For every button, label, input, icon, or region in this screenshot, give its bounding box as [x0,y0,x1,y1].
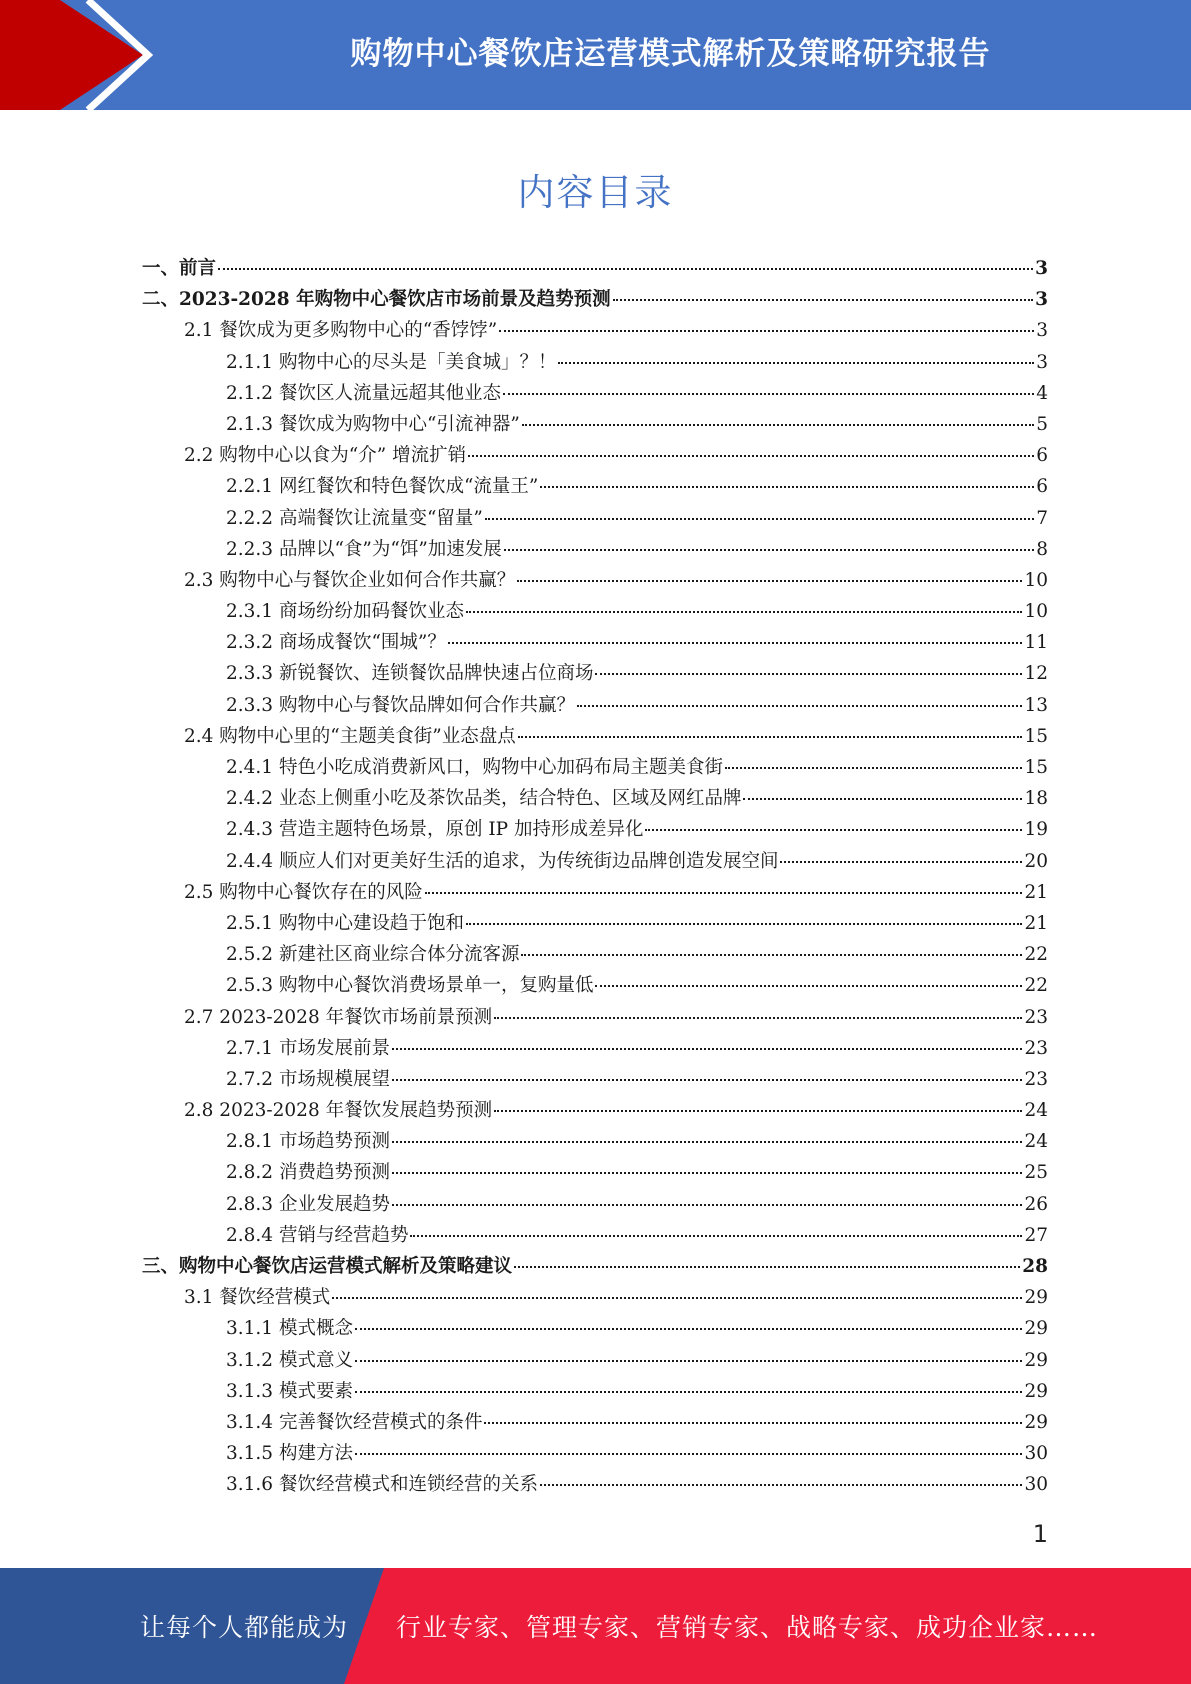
toc-entry-title: 2.8.4 营销与经营趋势 [226,1224,409,1246]
toc-entry-page: 21 [1024,912,1048,934]
toc-entry[interactable] [142,1003,1048,1034]
toc-entry-page: 5 [1036,413,1048,435]
toc-leader-dots [595,673,1022,675]
toc-entry-page: 21 [1024,881,1048,903]
toc-entry-title: 一、前言 [142,258,217,279]
toc-entry[interactable] [142,1283,1048,1314]
toc-entry-page: 8 [1036,538,1048,560]
toc-entry-page: 12 [1024,663,1048,685]
toc-entry-title: 2.8.2 消费趋势预测 [226,1162,390,1184]
toc-leader-dots [332,1297,1022,1299]
toc-entry[interactable] [142,254,1048,285]
toc-entry-page: 29 [1024,1411,1048,1433]
toc-entry[interactable] [142,1127,1048,1158]
toc-entry-page: 3 [1035,258,1048,279]
toc-entry[interactable] [142,1439,1048,1470]
toc-entry-page: 26 [1024,1193,1048,1215]
toc-entry[interactable] [142,1408,1048,1439]
toc-entry-title: 2.3.3 新锐餐饮、连锁餐饮品牌快速占位商场 [226,663,594,685]
toc-entry-title: 2.4.2 业态上侧重小吃及茶饮品类，结合特色、区域及网红品牌 [226,788,742,810]
toc-entry-page: 6 [1036,445,1048,467]
toc-entry-title: 2.4.3 营造主题特色场景，原创 IP 加持形成差异化 [226,819,644,841]
toc-entry[interactable] [142,410,1048,441]
toc-entry-page: 29 [1024,1349,1048,1371]
toc-entry-title: 2.7.1 市场发展前景 [226,1037,390,1059]
toc-entry-page: 23 [1024,1037,1048,1059]
toc-entry-page: 4 [1036,382,1048,404]
toc-leader-dots [425,892,1023,894]
toc-leader-dots [558,362,1034,364]
toc-entry-page: 25 [1024,1162,1048,1184]
toc-leader-dots [522,424,1034,426]
toc-leader-dots [355,1360,1023,1362]
toc-entry-page: 3 [1036,351,1048,373]
toc-entry[interactable] [142,1221,1048,1252]
toc-entry-page: 15 [1024,757,1048,778]
toc-entry-page: 18 [1024,788,1048,810]
toc-leader-dots [503,393,1034,395]
toc-entry-title: 2.4.1 特色小吃成消费新风口，购物中心加码布局主题美食街 [226,757,723,778]
toc-entry-title: 3.1 餐饮经营模式 [184,1287,331,1309]
toc-entry-title: 2.3 购物中心与餐饮企业如何合作共赢？ [184,569,516,591]
toc-entry-title: 2.8 2023-2028 年餐饮发展趋势预测 [184,1100,493,1122]
toc-entry-page: 28 [1022,1256,1048,1277]
toc-leader-dots [466,611,1022,613]
toc-entry-page: 24 [1024,1100,1048,1122]
toc-entry-page: 29 [1024,1380,1048,1402]
toc-entry[interactable] [142,285,1048,316]
toc-entry[interactable] [142,1034,1048,1065]
toc-entry-title: 2.8.3 企业发展趋势 [226,1193,390,1215]
toc-leader-dots [514,1266,1020,1268]
toc-leader-dots [468,455,1034,457]
toc-entry[interactable] [142,441,1048,472]
toc-entry[interactable] [142,909,1048,940]
toc-leader-dots [494,1017,1022,1019]
toc-entry-title: 3.1.6 餐饮经营模式和连锁经营的关系 [226,1474,538,1496]
toc-entry-title: 3.1.2 模式意义 [226,1349,353,1371]
toc-entry[interactable] [142,878,1048,909]
toc-entry[interactable] [142,1346,1048,1377]
toc-entry-title: 2.5.3 购物中心餐饮消费场景单一，复购量低 [226,975,594,997]
toc-entry-page: 10 [1024,569,1048,591]
toc-entry[interactable] [142,940,1048,971]
toc-leader-dots [466,923,1022,925]
toc-entry[interactable] [142,722,1048,753]
toc-entry[interactable] [142,753,1048,784]
toc-entry-title: 2.7 2023-2028 年餐饮市场前景预测 [184,1006,493,1028]
toc-entry-page: 19 [1024,819,1048,841]
toc-entry-title: 2.4 购物中心里的“主题美食街”业态盘点 [184,725,516,747]
toc-leader-dots [517,580,1022,582]
toc-entry-title: 二、2023-2028 年购物中心餐饮店市场前景及趋势预测 [142,289,611,311]
toc-entry-title: 3.1.5 构建方法 [226,1443,353,1465]
header-red-arrow [0,0,143,110]
toc-leader-dots [392,1204,1022,1206]
toc-leader-dots [484,1422,1022,1424]
toc-entry-title: 2.1 餐饮成为更多购物中心的“香饽饽” [184,320,498,342]
toc-entry[interactable] [142,1158,1048,1189]
toc-entry-title: 2.1.2 餐饮区人流量远超其他业态 [226,382,501,404]
toc-entry-title: 2.4.4 顺应人们对更美好生活的追求，为传统街边品牌创造发展空间 [226,850,779,872]
toc-leader-dots [218,268,1033,270]
toc-entry-page: 27 [1024,1224,1048,1246]
toc-entry-page: 20 [1024,850,1048,872]
toc-entry-title: 3.1.1 模式概念 [226,1318,353,1340]
toc-entry[interactable] [142,535,1048,566]
toc-entry[interactable] [142,628,1048,659]
toc-entry[interactable] [142,566,1048,597]
table-of-contents [142,254,1048,1502]
toc-entry[interactable] [142,472,1048,503]
toc-leader-dots [743,798,1022,800]
toc-leader-dots [410,1235,1022,1237]
toc-leader-dots [392,1172,1022,1174]
toc-entry[interactable] [142,659,1048,690]
toc-entry-title: 三、购物中心餐饮店运营模式解析及策略建议 [142,1256,513,1277]
toc-leader-dots [392,1141,1022,1143]
toc-entry-page: 22 [1024,975,1048,997]
toc-entry-page: 7 [1036,507,1048,529]
toc-entry-title: 2.2.2 高端餐饮让流量变“留量” [226,507,483,529]
toc-entry-title: 2.2.3 品牌以“食”为“饵”加速发展 [226,538,502,560]
toc-leader-dots [613,299,1034,301]
page-number: 1 [1032,1520,1048,1548]
toc-entry-page: 24 [1024,1131,1048,1153]
toc-leader-dots [540,1484,1022,1486]
toc-entry-page: 15 [1024,725,1048,747]
toc-entry-page: 30 [1024,1443,1048,1465]
toc-entry-title: 2.8.1 市场趋势预测 [226,1131,390,1153]
toc-entry-page: 29 [1024,1318,1048,1340]
toc-entry[interactable] [142,1314,1048,1345]
toc-entry-title: 2.2.1 网红餐饮和特色餐饮成“流量王” [226,476,539,498]
footer-slogan-left: 让每个人都能成为 [140,1613,349,1642]
toc-entry[interactable] [142,691,1048,722]
toc-entry-page: 10 [1024,601,1048,623]
toc-leader-dots [448,642,1023,644]
toc-entry[interactable] [142,597,1048,628]
page-footer [0,1568,1191,1684]
toc-entry[interactable] [142,847,1048,878]
toc-entry[interactable] [142,1190,1048,1221]
toc-entry[interactable] [142,316,1048,347]
toc-entry-title: 2.3.1 商场纷纷加码餐饮业态 [226,601,464,623]
toc-entry-title: 2.7.2 市场规模展望 [226,1068,390,1090]
toc-entry[interactable] [142,1252,1048,1283]
toc-entry[interactable] [142,971,1048,1002]
toc-leader-dots [392,1079,1022,1081]
toc-entry-page: 23 [1024,1006,1048,1028]
toc-entry[interactable] [142,1096,1048,1127]
toc-entry-page: 3 [1035,289,1048,311]
toc-leader-dots [595,985,1022,987]
toc-entry-title: 2.3.3 购物中心与餐饮品牌如何合作共赢？ [226,694,575,716]
toc-leader-dots [645,829,1022,831]
toc-leader-dots [780,861,1022,863]
toc-entry-page: 13 [1024,694,1048,716]
toc-entry[interactable] [142,815,1048,846]
footer-slogan-right: 行业专家、管理专家、营销专家、战略专家、成功企业家…… [396,1613,1099,1642]
toc-entry-title: 2.5 购物中心餐饮存在的风险 [184,881,423,903]
toc-leader-dots [494,1110,1022,1112]
toc-entry-page: 3 [1036,320,1048,342]
report-title: 购物中心餐饮店运营模式解析及策略研究报告 [350,35,991,72]
toc-entry[interactable] [142,1065,1048,1096]
toc-leader-dots [518,736,1023,738]
toc-leader-dots [499,330,1034,332]
toc-entry-title: 2.5.2 新建社区商业综合体分流客源 [226,944,520,966]
toc-entry[interactable] [142,1377,1048,1408]
toc-entry-title: 2.1.1 购物中心的尽头是「美食城」？！ [226,351,557,373]
toc-entry-page: 29 [1024,1287,1048,1309]
toc-entry-page: 6 [1036,476,1048,498]
toc-leader-dots [355,1391,1023,1393]
page-header [0,0,1191,110]
toc-entry-page: 22 [1024,944,1048,966]
toc-entry[interactable] [142,348,1048,379]
toc-leader-dots [392,1048,1022,1050]
toc-leader-dots [355,1453,1023,1455]
toc-entry-title: 2.5.1 购物中心建设趋于饱和 [226,912,464,934]
toc-entry[interactable] [142,504,1048,535]
toc-entry-page: 23 [1024,1068,1048,1090]
toc-entry-page: 11 [1024,632,1048,654]
toc-entry[interactable] [142,379,1048,410]
toc-entry-title: 3.1.3 模式要素 [226,1380,353,1402]
toc-leader-dots [577,705,1022,707]
toc-leader-dots [540,486,1034,488]
toc-leader-dots [725,767,1022,769]
toc-heading: 内容目录 [517,171,674,214]
toc-leader-dots [355,1328,1023,1330]
toc-entry-title: 2.3.2 商场成餐饮“围城”？ [226,632,446,654]
toc-leader-dots [504,549,1034,551]
toc-entry-title: 3.1.4 完善餐饮经营模式的条件 [226,1411,483,1433]
toc-entry-title: 2.1.3 餐饮成为购物中心“引流神器” [226,413,520,435]
toc-entry-title: 2.2 购物中心以食为“介” 增流扩销 [184,445,467,467]
toc-entry[interactable] [142,784,1048,815]
toc-leader-dots [485,518,1034,520]
toc-leader-dots [521,954,1022,956]
toc-entry-page: 30 [1024,1474,1048,1496]
toc-entry[interactable] [142,1470,1048,1501]
